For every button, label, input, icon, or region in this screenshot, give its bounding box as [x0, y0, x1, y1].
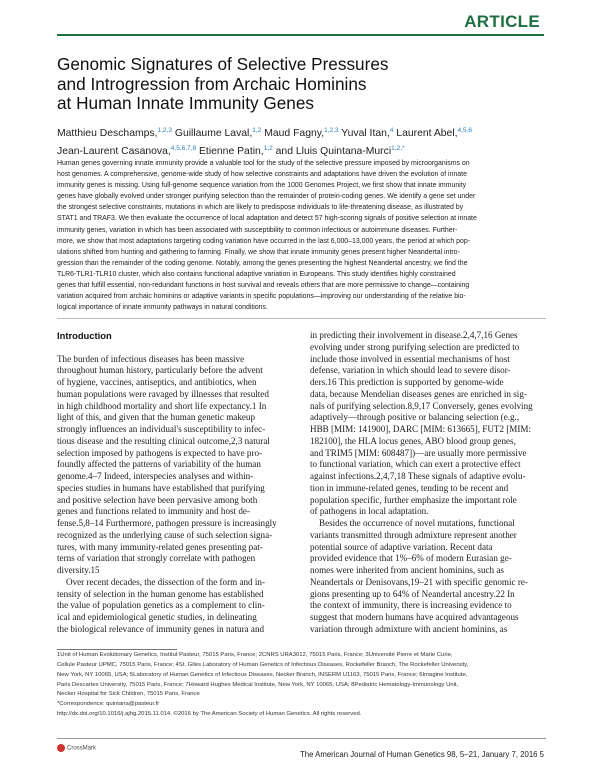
body-line: evolving under strong purifying selection are predicted to [310, 341, 520, 352]
body-line: include those involved in essential mechanisms of host [310, 353, 510, 364]
abstract-divider [57, 318, 546, 319]
body-line: strongly influences an individual's susceptibility to infec- [57, 424, 266, 434]
header-rule [57, 34, 544, 36]
body-line: diversity.15 [57, 565, 100, 575]
body-line: tensity of selection in the human genome has established [57, 588, 264, 599]
abstract-line: genes have globally evolved under stronger purifying selection than the remainder of protein-coding genes. We identify a gene set under [57, 193, 476, 201]
abstract-line: ulations shifted from hunting and gathering to farming. Finally, we show that innate immunity genes present higher Neandertal intro- [57, 248, 460, 256]
crossmark-icon [57, 744, 65, 752]
title-line: Genomic Signatures of Selective Pressures [57, 54, 389, 74]
affiliation-ref[interactable]: 4,5,6 [457, 127, 473, 134]
body-line: gions presenting up to 64% of Neandertal ancestry.22 In [310, 588, 515, 599]
body-line: HBB [MIM: 141900], DARC [MIM: 613665], FUT2 [MIM: [310, 424, 532, 434]
body-line: recognized as the underlying cause of such selection signa- [57, 529, 273, 540]
journal-citation: The American Journal of Human Genetics 98, 5–21, January 7, 2016 5 [299, 750, 544, 759]
abstract-line: Human genes governing innate immunity provide a valuable tool for the study of the selective pressure imposed by microorganisms on [57, 160, 470, 167]
footnote-divider [57, 649, 177, 650]
abstract-line: STAT1 and TRAF3. We then evaluate the occurrence of local adaptation and detect 57 high-scoring signals of positive selection at innate [57, 215, 477, 223]
body-line: variants transmitted through admixture represent another [310, 529, 517, 540]
right-column [310, 330, 546, 636]
article-title [57, 55, 477, 114]
abstract-line: logical importance of innate immunity pathways in natural conditions. [57, 304, 268, 312]
body-line: Neandertals or Denisovans,19–21 with specific genomic re- [310, 576, 528, 587]
footnote-line: New York, NY 10065, USA; 5Laboratory of Human Genetics of Infectious Diseases, Necker Branch, INSERM U1163, 75015 Paris, France; 6Imagine Institute, [57, 671, 468, 678]
affiliation-ref[interactable]: 4 [389, 127, 394, 134]
affiliation-ref[interactable]: 4,5,6,7,8 [170, 144, 197, 152]
body-line: and TRIM5 [MIM: 608487])—are usually more permissive [310, 447, 527, 458]
body-line: of hygiene, vaccines, antiseptics, and antibiotics, when [57, 377, 257, 387]
abstract-line: genes that fulfill essential, non-redundant functions in host survival and reveals others that are more permissive to change—containing [57, 282, 470, 290]
affiliation-ref[interactable]: 1,2,3 [157, 127, 172, 134]
body-line: population specific, further emphasize the important role [310, 494, 517, 505]
body-line: the context of immunity, there is increasing evidence to [310, 600, 512, 611]
body-line: the biological relevance of immunity genes in natura and [57, 623, 265, 634]
author-name: Maud Fagny, [264, 128, 325, 139]
body-line: data, because Mendelian diseases genes are enriched in sig- [310, 388, 527, 399]
author-name: Yuval Itan, [341, 128, 390, 139]
affiliation-ref[interactable]: 1,2,* [391, 144, 405, 152]
footnote-line: 1Unit of Human Evolutionary Genetics, Institut Pasteur, 75015 Paris, France; 2CNRS URA3012, 75015 Paris, France; 3Université Pierre et Marie Curie, [57, 652, 453, 658]
body-line: species studies in humans have established that purifying [57, 482, 265, 493]
abstract-line: immunity genes is missing. Using full-genome sequence variation from the 1000 Genomes Project, we first show that innate immunity [57, 182, 467, 190]
abstract-line: more, we show that most adaptations targeting coding variation have occurred in the last 6,000–13,000 years, the period at which pop- [57, 237, 471, 245]
body-line: provided evidence that 1%–6% of modern Eurasian ge- [310, 553, 512, 564]
spacer [57, 342, 293, 354]
abstract [57, 158, 546, 313]
body-line: tion in immune-related genes, tending to be recent and [310, 482, 509, 493]
abstract-line: the strongest selective constraints, mutations in which are likely to predispose individuals to life-threatening disease, as illustrated by [57, 204, 464, 212]
affiliation-ref[interactable]: 1,2,3 [324, 127, 339, 134]
footnote-line: Paris Descartes University, 75015 Paris, France; 7Howard Hughes Medical Institute, New York, NY 10065, USA; 8Pediatric Hematology-Immunology Unit, [57, 681, 459, 688]
abstract-line: immunity genes, variation in which has been associated with susceptibility to common infectious or autoimmune diseases. Further- [57, 226, 458, 234]
body-line: nomes were inherited from ancient hominins, such as [310, 565, 504, 575]
body-line: variation through admixture with ancient hominins, as [310, 623, 508, 634]
body-line: 182100], the HLA locus genes, ABO blood group genes, [310, 435, 516, 446]
abstract-line: TLR6-TLR1-TLR10 cluster, which also contains functional adaptive variation in Europeans. This study identifies highly constrained [57, 270, 456, 278]
footnotes [57, 651, 546, 720]
body-line: The burden of infectious diseases has been massive [57, 353, 245, 364]
body-line: tures, with many immunity-related genes presenting pat- [57, 541, 263, 552]
affiliation-ref[interactable]: 1,2 [263, 144, 273, 152]
body-line: foundly affected the patterns of variability of the human [57, 459, 261, 470]
body-line: ders.16 This prediction is supported by genome-wide [310, 377, 504, 387]
body-line: of pathogens in local adaptation. [310, 506, 429, 517]
author-line [57, 124, 547, 142]
body-line: selection imposed by pathogens is expected to have pro- [57, 447, 263, 458]
crossmark-label: CrossMark [67, 745, 97, 752]
body-line: genome.4–7 Indeed, interspecies analyses and within- [57, 471, 254, 481]
affiliation-ref[interactable]: 1,2 [252, 127, 262, 134]
body-line: the value of population genetics as a complement to clin- [57, 600, 265, 611]
title-line: at Human Innate Immunity Genes [57, 93, 314, 113]
body-line: defense, variation in which should lead to severe disor- [310, 365, 511, 376]
body-line: fense.5,8–14 Furthermore, pathogen pressure is increasingly [57, 518, 277, 528]
footer-rule [57, 738, 546, 739]
body-line: potential source of adaptive variation. Recent data [310, 541, 493, 552]
body-line: genes and functions related to immunity and host de- [57, 506, 250, 517]
author-list [57, 124, 547, 159]
footnote-line: Necker Hospital for Sick Children, 75015 Paris, France [57, 691, 200, 698]
abstract-line: variation acquired from archaic hominins or adaptive variants in specific populations—improving our understanding of the relative bio- [57, 293, 466, 301]
author-name: Matthieu Deschamps, [57, 128, 158, 139]
body-line: tious disease and the resulting clinical outcome,2,3 natural [57, 435, 270, 446]
body-line: nals of purifying selection.8,9,17 Conversely, genes evolving [310, 400, 533, 411]
body-line: Besides the occurrence of novel mutations, functional [319, 518, 515, 528]
title-line: and Introgression from Archaic Hominins [57, 73, 367, 94]
body-line: human populations were ravaged by illnesses that resulted [57, 388, 269, 399]
body-line: Over recent decades, the dissection of the form and in- [66, 576, 265, 587]
body-line: terns of variation that strongly correlate with pathogen [57, 553, 256, 564]
header-bar [0, 0, 600, 30]
section-label: ARTICLE [464, 12, 540, 31]
correspondence-line[interactable]: *Correspondence: quintana@pasteur.fr [57, 701, 160, 708]
body-line: adaptively—through positive or balancing selection (e.g., [310, 412, 520, 423]
left-column [57, 330, 293, 636]
abstract-line: gression than the remainder of the coding genome. Notably, among the genes presenting the highest Neandertal ancestry, we find the [57, 259, 468, 267]
author-name: Jean-Laurent Casanova, [57, 145, 171, 157]
author-name: Laurent Abel, [396, 128, 458, 139]
body-line: to functional variation, which can exert a protective effect [310, 459, 521, 470]
abstract-line: host genomes. A comprehensive, genome-wide study of how selective constraints and adaptations have driven the evolution of innate [57, 171, 467, 179]
body-line: light of this, and given that the human genetic makeup [57, 412, 255, 423]
body-line: ical and epidemiological genetic studies, in delineating [57, 612, 257, 622]
author-name: Guillaume Laval, [174, 128, 253, 139]
section-heading-introduction: Introduction [57, 330, 112, 341]
body-line: suggest that modern humans have acquired advantageous [310, 612, 519, 622]
author-name: and Lluis Quintana-Murci [275, 145, 392, 157]
body-line: in predicting their involvement in disease.2,4,7,16 Genes [310, 330, 518, 340]
author-line [57, 142, 547, 160]
body-line: in high childhood mortality and short life expectancy.1 In [57, 400, 267, 411]
footnote-line: Cellule Pasteur UPMC, 75015 Paris, France; 4St. Giles Laboratory of Human Genetics of Infectious Diseases, Rockefeller Branch, The Rockefeller University, [57, 661, 469, 668]
crossmark-badge[interactable] [57, 744, 96, 752]
doi-line[interactable]: http://dx.doi.org/10.1016/j.ajhg.2015.11.014. ©2016 by The American Society of Human Genetics. All rights reserved. [57, 711, 362, 718]
body-line: and positive selection have been pervasive among both [57, 494, 258, 505]
author-name: Etienne Patin, [199, 145, 264, 157]
body-line: throughout human history, particularly before the advent [57, 365, 263, 376]
body-line: against infections.2,4,7,18 These signals of adaptive evolu- [310, 471, 526, 481]
